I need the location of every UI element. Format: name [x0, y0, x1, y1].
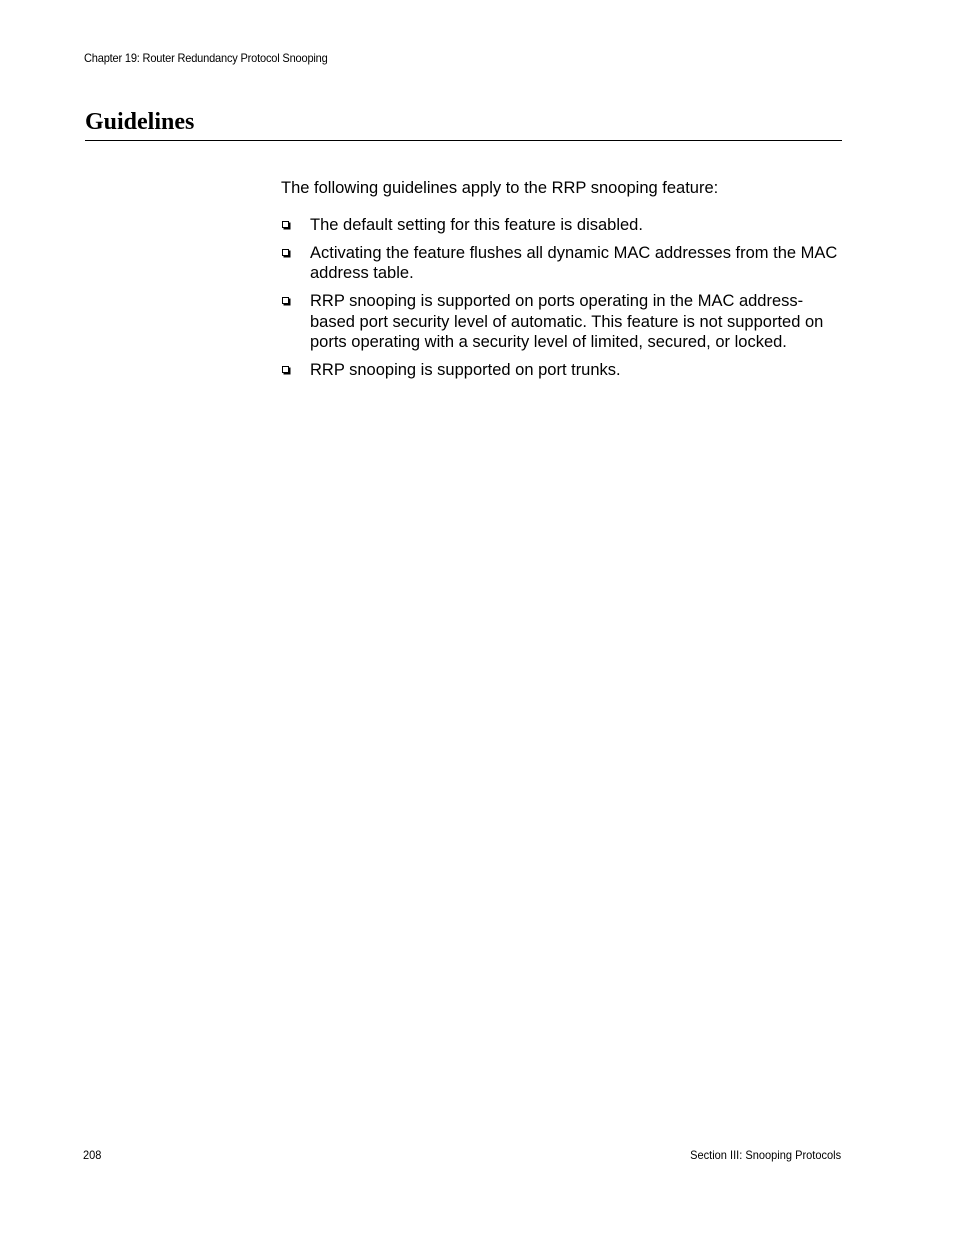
list-item [281, 360, 843, 381]
list-item [281, 215, 843, 236]
page-number: 208 [83, 1148, 102, 1162]
list-item-text: RRP snooping is supported on port trunks. [310, 361, 621, 379]
list-item-text: RRP snooping is supported on ports operating in the MAC address-based port security level of automatic. This feature is not supported on ports operating with a security level of limited, secured, or locked. [310, 292, 824, 351]
list-item [281, 243, 843, 284]
footer-section: Section III: Snooping Protocols [690, 1148, 841, 1162]
title-rule [85, 140, 842, 141]
list-item-text: The default setting for this feature is disabled. [310, 215, 643, 234]
list-item [281, 291, 843, 353]
checkbox-bullet-icon [282, 366, 289, 373]
checkbox-bullet-icon [282, 249, 289, 256]
intro-paragraph: The following guidelines apply to the RRP snooping feature: [281, 179, 719, 197]
running-header-chapter: Chapter 19: Router Redundancy Protocol Snooping [84, 51, 328, 65]
body-content [281, 178, 843, 388]
guidelines-list [281, 215, 843, 381]
checkbox-bullet-icon [282, 221, 289, 228]
list-item-text: Activating the feature flushes all dynamic MAC addresses from the MAC address table. [310, 243, 838, 282]
section-title: Guidelines [85, 109, 195, 135]
checkbox-bullet-icon [282, 297, 289, 304]
